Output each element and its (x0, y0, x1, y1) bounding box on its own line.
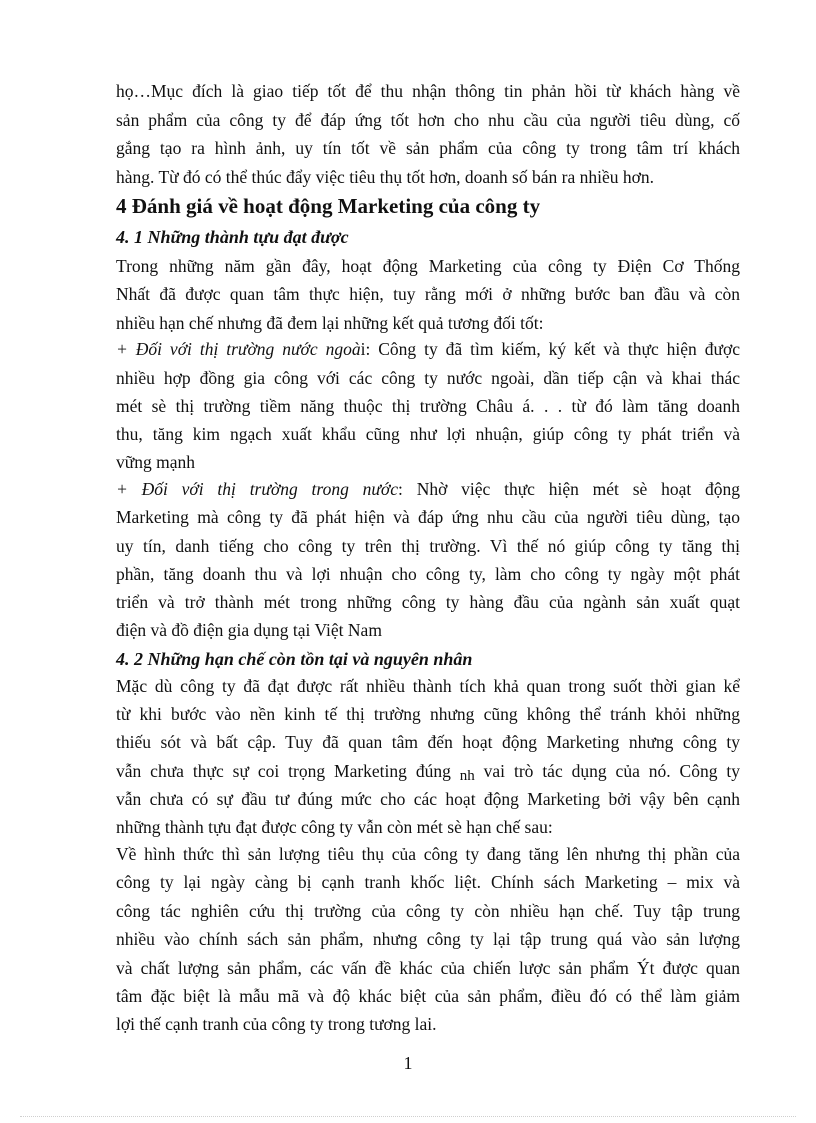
forms-line-2: công ty lại ngày càng bị cạnh tranh khốc liệt. Chính sách Marketing – mix và (116, 872, 740, 892)
achieve-line-1: Trong những năm gần đây, hoạt động Marketing của công ty Điện Cơ Thống (116, 256, 740, 276)
forms-line-4: nhiều vào chính sách sản phẩm, nhưng công ty lại tập trung quá vào sản lượng (116, 929, 740, 949)
subsection-heading-4-1: 4. 1 Những thành tựu đạt được (116, 227, 349, 247)
foreign-line-5: vững mạnh (116, 452, 195, 472)
intro-line-2: sản phẩm của công ty để đáp ứng tốt hơn cho nhu cầu của người tiêu dùng, cố (116, 110, 740, 130)
forms-line-3: công tác nghiên cứu thị trường của công ty còn nhiều hạn chế. Tuy tập trung (116, 901, 740, 921)
achieve-line-2: Nhất đã được quan tâm thực hiện, tuy rằng mới ở những bước ban đầu và còn (116, 284, 740, 304)
forms-line-5: và chất lượng sản phẩm, các vấn đề khác của chiến lược sản phẩm Ýt được quan (116, 958, 740, 978)
foreign-line-3: mét sè thị trường tiềm năng thuộc thị trường Châu á. . . từ đó làm tăng doanh (116, 396, 740, 416)
forms-line-1: Về hình thức thì sản lượng tiêu thụ của công ty đang tăng lên nhưng thị phần của (116, 844, 740, 864)
foreign-line-4: thu, tăng kim ngạch xuất khẩu cũng như lợi nhuận, giúp công ty phát triển và (116, 424, 740, 444)
foreign-market-text: i: Công ty đã tìm kiếm, ký kết và thực hiện được (360, 339, 740, 359)
domestic-market-text: : Nhờ việc thực hiện mét sè hoạt động (398, 479, 741, 499)
domestic-market-lead (116, 475, 740, 504)
subsection-heading-4-2: 4. 2 Những hạn chế còn tồn tại và nguyên nhân (116, 649, 473, 669)
page-number: 1 (403, 1053, 413, 1073)
domestic-line-6: điện và đồ điện gia dụng tại Việt Nam (116, 620, 382, 640)
limits-line-5: vẫn chưa có sự đầu tư đúng mức cho các hoạt động Marketing bởi vậy bên cạnh (116, 789, 740, 809)
domestic-line-3: uy tín, danh tiếng cho công ty trên thị trường. Vì thế nó giúp công ty tăng thị (116, 536, 740, 556)
domestic-line-4: phần, tăng doanh thu và lợi nhuận cho công ty, làm cho công ty ngày một phát (116, 564, 740, 584)
intro-line-3: gắng tạo ra hình ảnh, uy tín tốt về sản phẩm của công ty trong tâm trí khách (116, 138, 740, 158)
foreign-market-lead (116, 335, 740, 364)
forms-line-7: lợi thế cạnh tranh của công ty trong tương lai. (116, 1014, 437, 1034)
limits-line-6: những thành tựu đạt được công ty vẫn còn mét sè hạn chế sau: (116, 817, 553, 837)
limits-line-3: thiếu sót và bất cập. Tuy đã quan tâm đến hoạt động Marketing nhưng công ty (116, 732, 740, 752)
limits-line-4 (116, 757, 740, 786)
limits-line-2: từ khi bước vào nền kinh tế thị trường nhưng cũng không thể tránh khỏi những (116, 704, 740, 724)
domestic-line-2: Marketing mà công ty đã phát hiện và đáp ứng nhu cầu của người tiêu dùng, tạo (116, 507, 740, 527)
limits-line-4-start: vẫn chưa thực sự coi trọng Marketing đúng (116, 761, 460, 781)
domestic-market-label: + Đối với thị trường trong nước (116, 479, 399, 499)
limits-line-4-end: vai trò tác dụng của nó. Công ty (474, 761, 740, 781)
intro-line-4: hàng. Từ đó có thể thúc đẩy việc tiêu thụ tốt hơn, doanh số bán ra nhiều hơn. (116, 167, 654, 187)
foreign-market-label: + Đối với thị trường nước ngoà (116, 339, 361, 359)
achieve-line-3: nhiều hạn chế nhưng đã đem lại những kết quả tương đối tốt: (116, 313, 544, 333)
domestic-line-5: triển và trở thành mét trong những công ty hàng đầu của ngành sản xuất quạt (116, 592, 740, 612)
limits-line-4-fragment: nh (459, 768, 475, 784)
limits-line-1: Mặc dù công ty đã đạt được rất nhiều thành tích khả quan trong suốt thời gian kể (116, 676, 740, 696)
section-heading-4: 4 Đánh giá về hoạt động Marketing của công ty (116, 194, 541, 218)
page-bottom-rule (20, 1116, 796, 1117)
foreign-line-2: nhiều hợp đồng gia công với các công ty nước ngoài, dần tiếp cận và khai thác (116, 368, 740, 388)
forms-line-6: tâm đặc biệt là mẫu mã và độ khác biệt của sản phẩm, điều đó có thể làm giảm (116, 986, 740, 1006)
intro-line-1: họ…Mục đích là giao tiếp tốt để thu nhận thông tin phản hồi từ khách hàng về (116, 81, 740, 101)
